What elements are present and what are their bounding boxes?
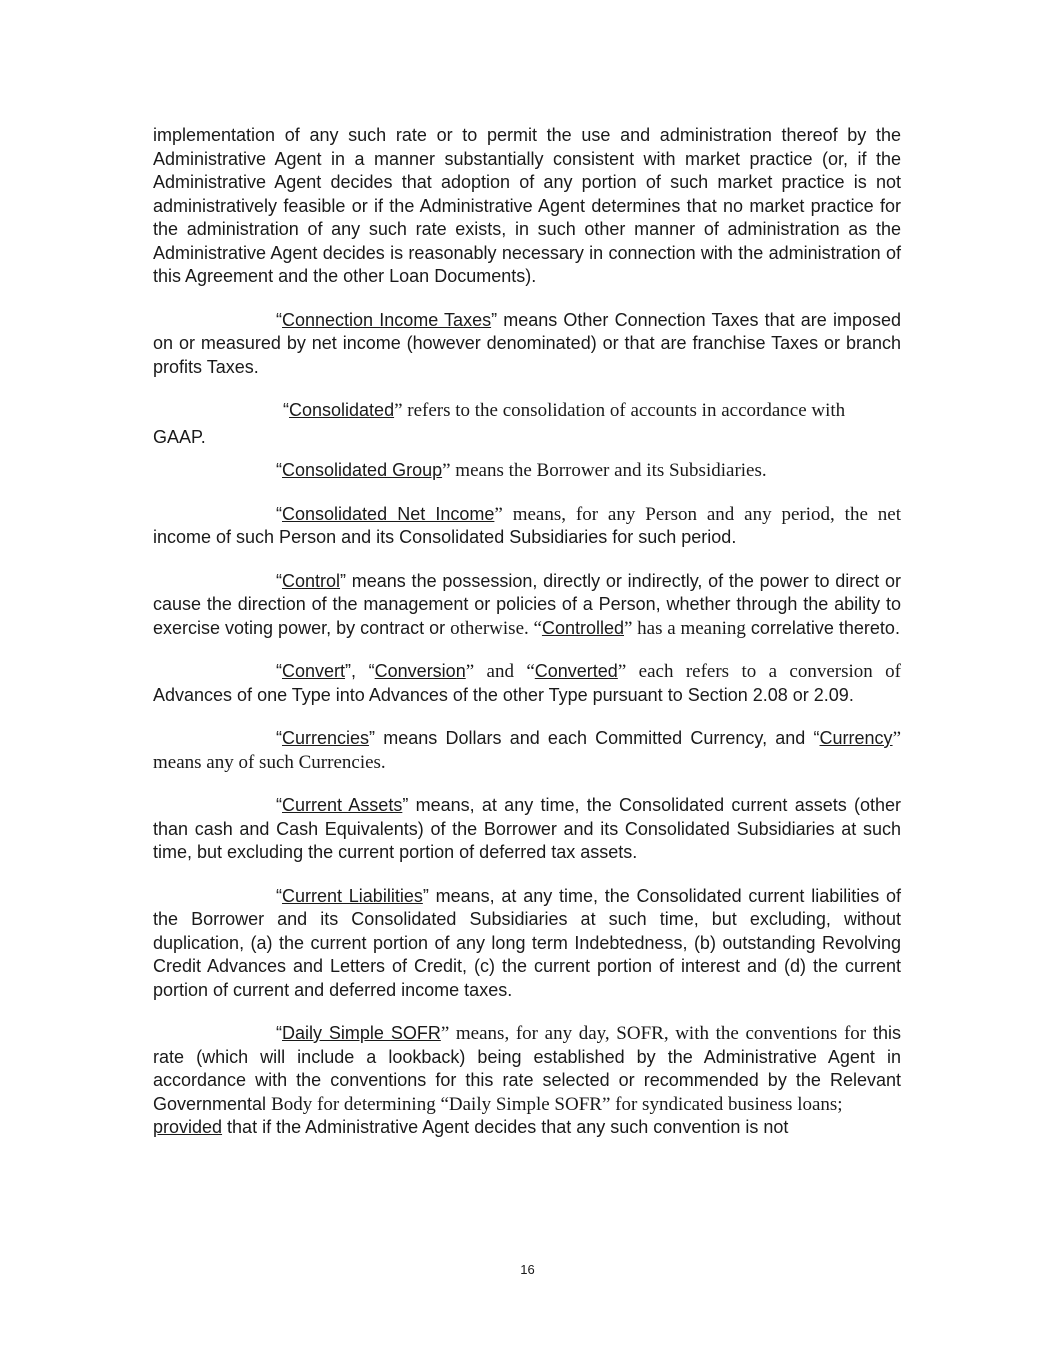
defined-term: Currencies bbox=[282, 728, 370, 748]
defined-term: Current Liabilities bbox=[282, 885, 423, 906]
document-page bbox=[153, 124, 901, 1160]
definition-text: ” means Dollars and each Committed Currency, and “ bbox=[369, 728, 820, 748]
provided-term: provided bbox=[153, 1117, 223, 1137]
definition-text: Advances of one Type into Advances of the other Type pursuant to Section 2.08 or 2.09. bbox=[153, 684, 854, 705]
defined-term: Consolidated bbox=[289, 400, 395, 420]
definition-text: income of such Person and its Consolidated Subsidiaries for such period. bbox=[153, 527, 737, 547]
page-number: 16 bbox=[520, 1262, 535, 1277]
definition-text: ” means, at any time, the Consolidated current assets (other than cash and Cash Equivalents) of the Borrower and its Consolidated Subsidiaries at such time, but excluding the current portion of deferred tax assets. bbox=[153, 795, 902, 862]
definition-text: this rate (which will include a lookback) being established by the Administrative Agent in accordance with the conventions for this rate selected or recommended by the Relevant Governmental bbox=[153, 1023, 902, 1114]
definition-text-tail: GAAP. bbox=[153, 427, 206, 447]
definition-text-serif: ” means, for any Person and any period, the net bbox=[494, 503, 901, 525]
definition-consolidated-group bbox=[153, 459, 901, 483]
open-quote: “ bbox=[276, 795, 282, 815]
defined-term-3: Converted bbox=[534, 661, 618, 681]
defined-term: Current Assets bbox=[282, 795, 403, 815]
defined-term: Consolidated Group bbox=[282, 460, 443, 480]
open-quote: “ bbox=[276, 885, 282, 906]
open-quote: “ bbox=[276, 460, 282, 480]
definition-current-liabilities bbox=[153, 885, 901, 1003]
open-quote: “ bbox=[276, 309, 282, 330]
paragraph-continuation bbox=[153, 124, 901, 289]
definition-current-assets bbox=[153, 794, 901, 865]
open-quote: “ bbox=[276, 1023, 282, 1043]
definition-consolidated bbox=[153, 399, 901, 459]
definition-text-2: correlative thereto. bbox=[745, 617, 900, 638]
defined-term-2: Conversion bbox=[374, 661, 466, 681]
definition-text: ” refers to the consolidation of accounts in accordance with bbox=[394, 400, 846, 421]
definition-control bbox=[153, 570, 901, 641]
defined-term-2: Currency bbox=[819, 728, 893, 748]
definition-text: ” means the possession, directly or indirectly, of the power to direct or cause the direction of the management or policies of a Person, whether through the ability to exercise voting power, by contract or bbox=[153, 570, 901, 638]
open-quote: “ bbox=[276, 503, 282, 524]
defined-term: Convert bbox=[282, 661, 346, 681]
separator: ”, “ bbox=[345, 661, 375, 681]
separator-2: ” and “ bbox=[465, 661, 535, 682]
defined-term: Control bbox=[282, 570, 341, 591]
definition-text-serif: ” means, for any day, SOFR, with the conventions for bbox=[440, 1023, 867, 1044]
definition-text-serif: ” each refers to a conversion of bbox=[617, 661, 901, 682]
definition-text: ” means Other Connection Taxes that are imposed on or measured by net income (however denominated) or that are franchise Taxes or branch profits Taxes. bbox=[153, 309, 901, 377]
open-quote: “ bbox=[276, 728, 282, 748]
open-quote: “ bbox=[283, 400, 289, 420]
defined-term: Daily Simple SOFR bbox=[282, 1023, 441, 1043]
definition-text-serif: otherwise. “ bbox=[450, 617, 542, 639]
definition-connection-income-taxes bbox=[153, 309, 901, 380]
definition-text-serif: ” means any of such Currencies. bbox=[153, 728, 901, 773]
definition-convert bbox=[153, 660, 901, 707]
defined-term-2: Controlled bbox=[541, 617, 624, 638]
defined-term: Connection Income Taxes bbox=[282, 309, 492, 330]
paragraph-text: implementation of any such rate or to permit the use and administration thereof by the Administrative Agent in a manner substantially consistent with market practice (or, if the Administrative Agent decides that adoption of any portion of such market practice is not administratively feasible or if the Administrative Agent determines that no market practice for the administration of any such rate exists, in such other manner of administration as the Administrative Agent decides is reasonably necessary in connection with the administration of this Agreement and the other Loan Documents). bbox=[153, 125, 901, 286]
definition-text-serif-2: ” has a meaning bbox=[624, 617, 746, 639]
definition-daily-simple-sofr bbox=[153, 1022, 901, 1140]
definition-text: ” means, at any time, the Consolidated current liabilities of the Borrower and its Consolidated Subsidiaries at such time, but excluding, without duplication, (a) the current portion of any long term Indebtedness, (b) outstanding Revolving Credit Advances and Letters of Credit, (c) the current portion of interest and (d) the current portion of current and deferred income taxes. bbox=[153, 885, 902, 1000]
definition-currencies bbox=[153, 727, 901, 774]
open-quote: “ bbox=[276, 570, 282, 591]
definition-text-2: that if the Administrative Agent decides that any such convention is not bbox=[222, 1117, 789, 1137]
definition-consolidated-net-income bbox=[153, 503, 901, 550]
definition-text: ” means the Borrower and its Subsidiaries. bbox=[442, 460, 767, 481]
open-quote: “ bbox=[276, 661, 282, 681]
defined-term: Consolidated Net Income bbox=[282, 503, 495, 524]
definition-text-serif-2: Body for determining “Daily Simple SOFR” for syndicated business loans; bbox=[271, 1093, 843, 1115]
